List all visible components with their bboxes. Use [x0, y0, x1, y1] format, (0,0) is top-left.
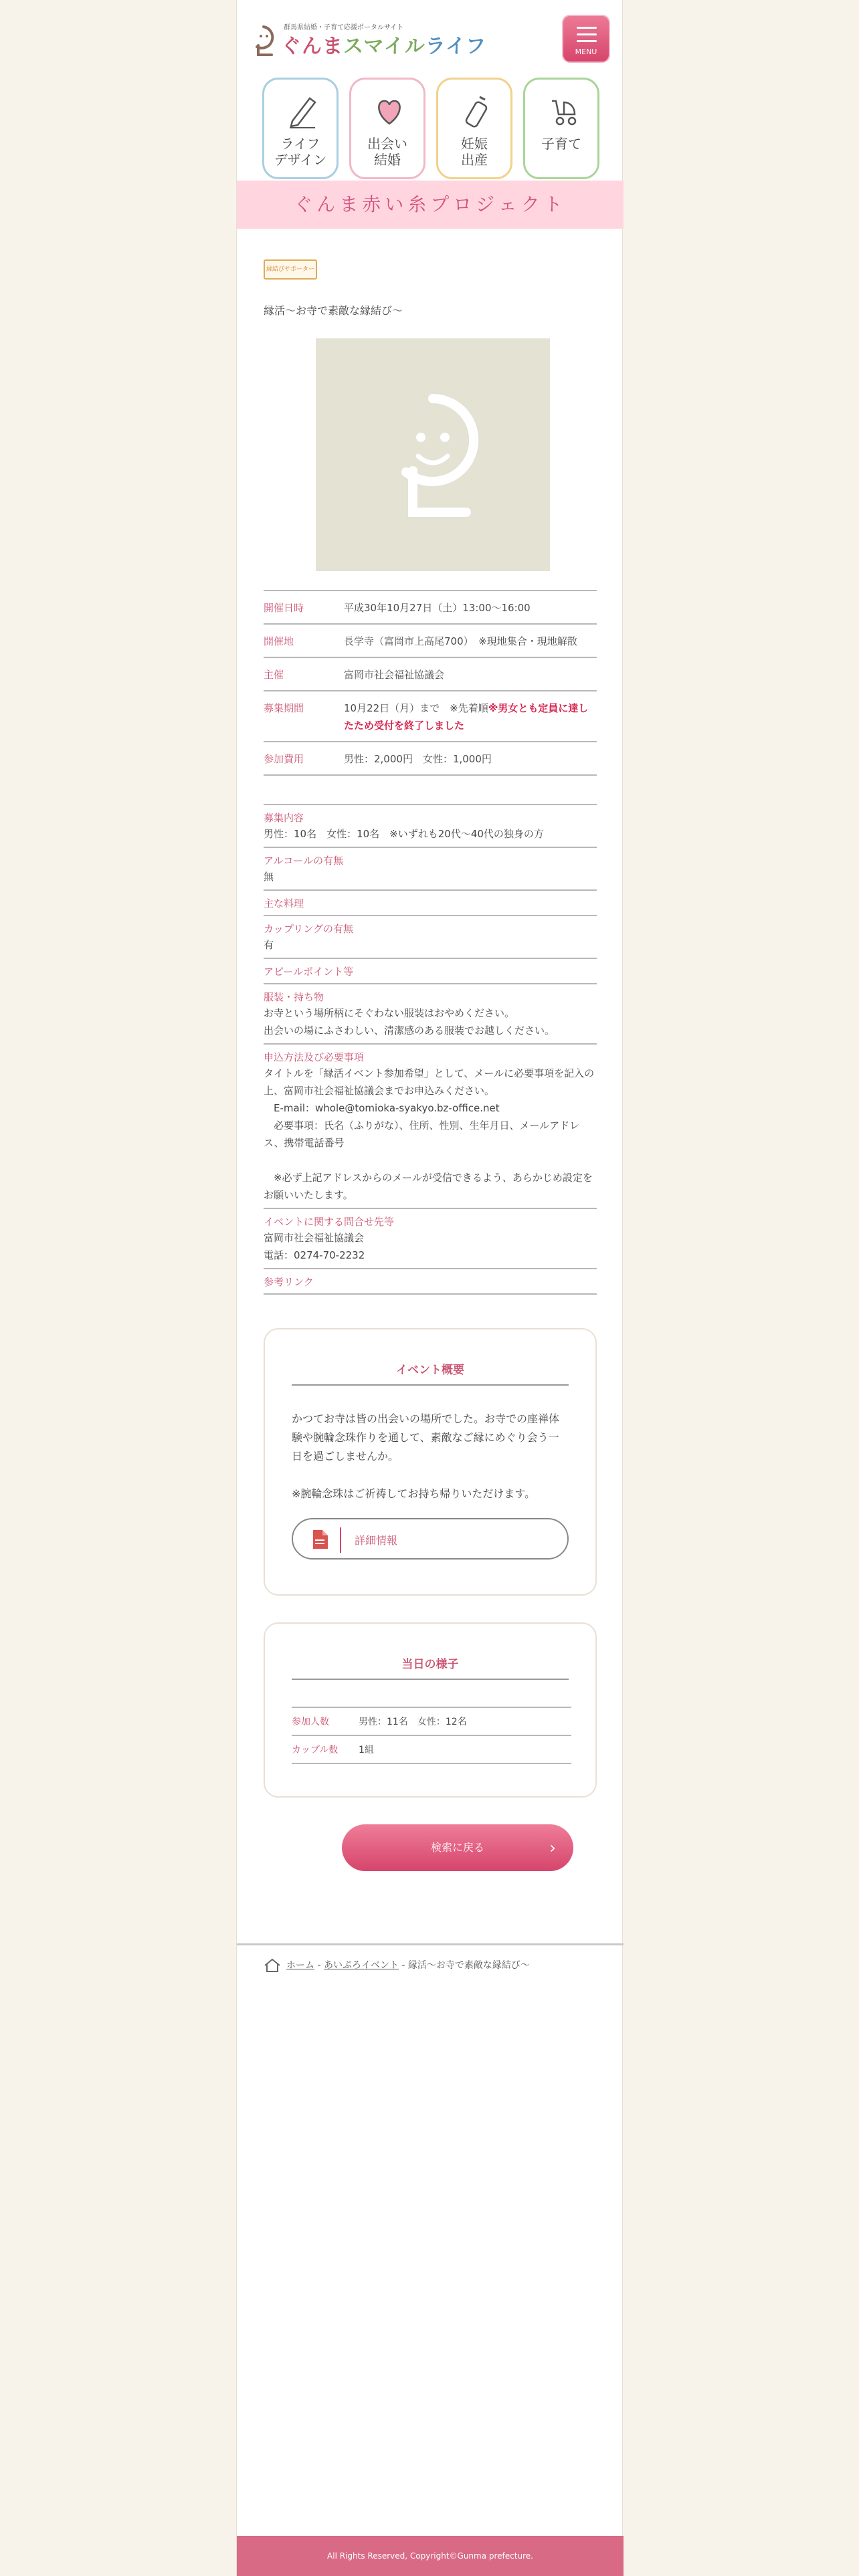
table-row: 開催地 長学寺（富岡市上高尾700） ※現地集合・現地解散 [264, 624, 597, 657]
event-photo-placeholder [316, 338, 550, 571]
logo-title: ぐんまスマイルライフ [281, 35, 487, 58]
list-item: 主な料理 [264, 889, 597, 915]
result-heading: 当日の様子 [292, 1654, 569, 1680]
event-details-list [264, 804, 597, 1295]
list-item: 募集内容 男性：10名 女性：10名 ※いずれも20代～40代の独身の方 [264, 804, 597, 847]
category-nav [262, 78, 599, 181]
bottle-icon [460, 92, 493, 129]
list-item: アピールポイント等 [264, 958, 597, 983]
breadcrumb: ホーム - あいぷろイベント - 縁活～お寺で素敵な縁結び～ [264, 1958, 530, 1973]
site-logo[interactable] [249, 19, 487, 59]
list-item: カップリングの有無 有 [264, 915, 597, 958]
stroller-icon [547, 92, 580, 129]
list-item: 申込方法及び必要事項 タイトルを「縁活イベント参加希望」として、メールに必要事項を記入の上、富岡市社会福祉協議会までお申込みください。 E-mail：whole@tomioka-syakyo.bz-office.net 必要事項：氏名（ふりがな）、住所、性別、生年月日、メールアドレス、携帯電話番号 ※必ず上記アドレスからのメールが受信できるよう、あらかじめ設定をお願いいたします。 [264, 1043, 597, 1208]
list-item: アルコールの有無 無 [264, 847, 597, 889]
project-banner: ぐんま赤い糸プロジェクト [237, 181, 624, 229]
menu-label: MENU [575, 47, 597, 56]
breadcrumb-home[interactable]: ホーム [286, 1960, 314, 1971]
closed-notice: ※男女とも定員に達したため受付を終了しました [344, 702, 589, 732]
heart-icon [373, 92, 406, 129]
back-to-search-button[interactable]: 検索に戻る › [342, 1824, 573, 1871]
nav-childcare[interactable]: 子育て [523, 78, 599, 179]
hamburger-icon [577, 27, 597, 47]
pencil-icon [286, 92, 319, 129]
table-row: 参加費用 男性：2,000円 女性：1,000円 [264, 742, 597, 775]
table-row: カップル数 1組 [292, 1735, 571, 1763]
pdf-icon [310, 1529, 329, 1550]
overview-text: かつてお寺は皆の出会いの場所でした。お寺での座禅体験や腕輪念珠作りを通して、素敵なご縁にめぐり会う一日を過ごしませんか。 ※腕輪念珠はご祈祷してお持ち帰りいただけます。 [292, 1412, 560, 1500]
page [236, 0, 623, 2576]
header [237, 0, 624, 67]
overview-heading: イベント概要 [292, 1360, 569, 1386]
table-row: 主催 富岡市社会福祉協議会 [264, 657, 597, 691]
smile-mascot-icon [379, 392, 486, 519]
list-item: イベントに関する問合せ先等 富岡市社会福祉協議会 電話：0274-70-2232 [264, 1208, 597, 1268]
result-box [264, 1622, 597, 1798]
logo-subtitle: 群馬県結婚・子育て応援ポータルサイト [284, 24, 404, 31]
nav-life-design[interactable]: ライフ デザイン [262, 78, 339, 179]
breadcrumb-current: 縁活～お寺で素敵な縁結び～ [407, 1960, 530, 1971]
list-item: 服装・持ち物 お寺という場所柄にそぐわない服装はおやめください。 出会いの場にふさわしい、清潔感のある服装でお越しください。 [264, 983, 597, 1043]
nav-encounter-marriage[interactable]: 出会い 結婚 [349, 78, 425, 179]
overview-box [264, 1328, 597, 1596]
nav-pregnancy-birth[interactable]: 妊娠 出産 [436, 78, 512, 179]
detail-info-button[interactable]: 詳細情報 [292, 1518, 569, 1560]
table-row: 開催日時 平成30年10月27日（土）13:00～16:00 [264, 591, 597, 624]
event-title: 縁活～お寺で素敵な縁結び～ [264, 304, 403, 317]
table-row: 募集期間 10月22日（月）まで ※先着順※男女とも定員に達したため受付を終了しました [264, 691, 597, 742]
breadcrumb-parent[interactable]: あいぷろイベント [323, 1960, 399, 1971]
divider [237, 1943, 624, 1945]
table-row: 参加人数 男性：11名 女性：12名 [292, 1707, 571, 1735]
logo-mark-icon [249, 23, 278, 58]
chevron-right-icon: › [549, 1838, 556, 1857]
home-icon [264, 1958, 281, 1973]
footer-copyright: All Rights Reserved, Copyright©Gunma prefecture. [237, 2536, 624, 2576]
supporter-badge: 縁結びサポーター [264, 259, 317, 280]
event-info-table [264, 590, 597, 776]
list-item: 参考リンク [264, 1268, 597, 1295]
menu-button[interactable] [562, 15, 610, 63]
result-table [292, 1707, 571, 1764]
